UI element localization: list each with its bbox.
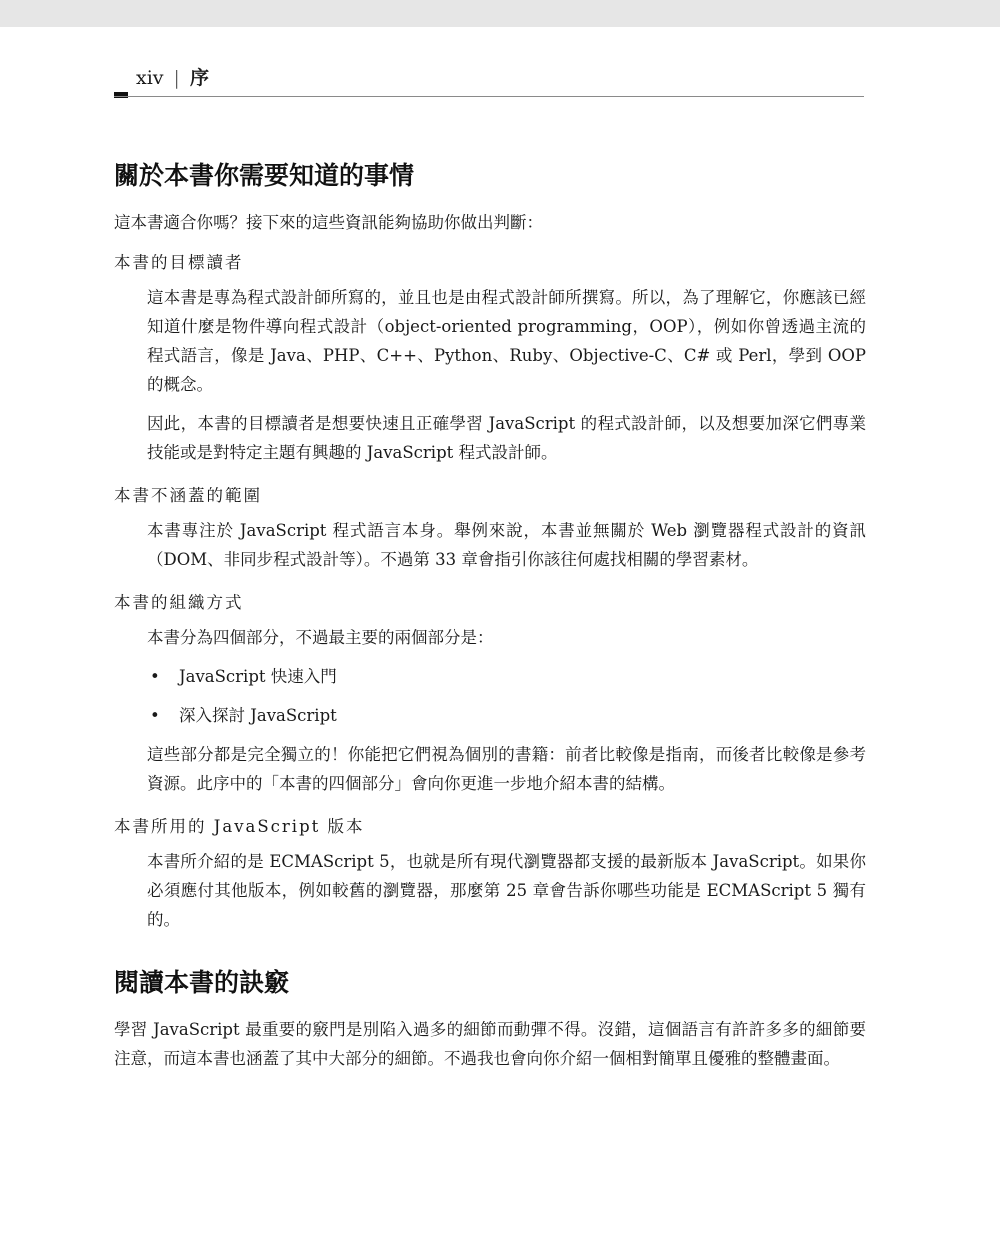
subsection-body <box>114 283 866 467</box>
paragraph: 學習 JavaScript 最重要的竅門是別陷入過多的細節而動彈不得。沒錯，這個語言有許許多多的細節要注意，而這本書也涵蓋了其中大部分的細節。不過我也會向你介紹一個相對簡單且優雅的整體畫面。 <box>114 1020 866 1068</box>
top-band <box>0 0 1000 27</box>
paragraph: 本書專注於 JavaScript 程式語言本身。舉例來說，本書並無關於 Web 瀏覽器程式設計的資訊（DOM、非同步程式設計等）。不過第 33 章會指引你該往何處找相關的學習素材。 <box>147 521 866 569</box>
running-header <box>114 62 864 96</box>
subsection-heading: 本書的目標讀者 <box>114 253 244 272</box>
paragraph: 本書分為四個部分，不過最主要的兩個部分是： <box>147 628 494 647</box>
paragraph: 這本書是專為程式設計師所寫的，並且也是由程式設計師所撰寫。所以，為了理解它，你應該已經知道什麼是物件導向程式設計（object-oriented programming，OOP），例如你曾透過主流的程式語言，像是 Java、PHP、C++、Python、Ruby、Objective-C、C# 或 Perl，學到 OOP 的概念。 <box>147 288 866 394</box>
list-item-text: 深入探討 JavaScript <box>179 706 337 725</box>
header-text <box>136 66 209 90</box>
subsection-scope <box>114 481 866 574</box>
chapter-name: 序 <box>189 67 209 89</box>
paragraph: 因此，本書的目標讀者是想要快速且正確學習 JavaScript 的程式設計師，以及想要加深它們專業技能或是對特定主題有興趣的 JavaScript 程式設計師。 <box>147 414 866 462</box>
bullet-icon: • <box>150 706 160 725</box>
subsection-body <box>114 623 866 798</box>
list-item-text: JavaScript 快速入門 <box>179 667 337 686</box>
subsection-organization <box>114 588 866 798</box>
bullet-list <box>147 662 866 730</box>
section-title: 關於本書你需要知道的事情 <box>114 161 415 190</box>
subsection-body <box>114 516 866 574</box>
subsection-heading: 本書不涵蓋的範圍 <box>114 486 262 505</box>
bullet-icon: • <box>150 667 160 686</box>
paragraph: 這些部分都是完全獨立的！你能把它們視為個別的書籍：前者比較像是指南，而後者比較像是參考資源。此序中的「本書的四個部分」會向你更進一步地介紹本書的結構。 <box>147 745 866 793</box>
list-item <box>147 701 866 730</box>
header-separator: | <box>173 67 180 89</box>
paragraph: 本書所介紹的是 ECMAScript 5，也就是所有現代瀏覽器都支援的最新版本 JavaScript。如果你必須應付其他版本，例如較舊的瀏覽器，那麼第 25 章會告訴你哪些功能是 ECMAScript 5 獨有的。 <box>147 852 866 929</box>
subsection-body <box>114 847 866 934</box>
subsection-heading: 本書的組織方式 <box>114 593 244 612</box>
section-intro: 這本書適合你嗎？接下來的這些資訊能夠協助你做出判斷： <box>114 213 543 232</box>
subsection-heading: 本書所用的 JavaScript 版本 <box>114 817 365 836</box>
page-number: xiv <box>136 67 164 89</box>
header-marker <box>114 92 128 98</box>
list-item <box>147 662 866 691</box>
header-rule <box>114 96 864 97</box>
section-title: 閱讀本書的訣竅 <box>114 968 290 997</box>
page-content <box>114 158 866 1073</box>
subsection-audience <box>114 248 866 467</box>
subsection-version <box>114 812 866 934</box>
